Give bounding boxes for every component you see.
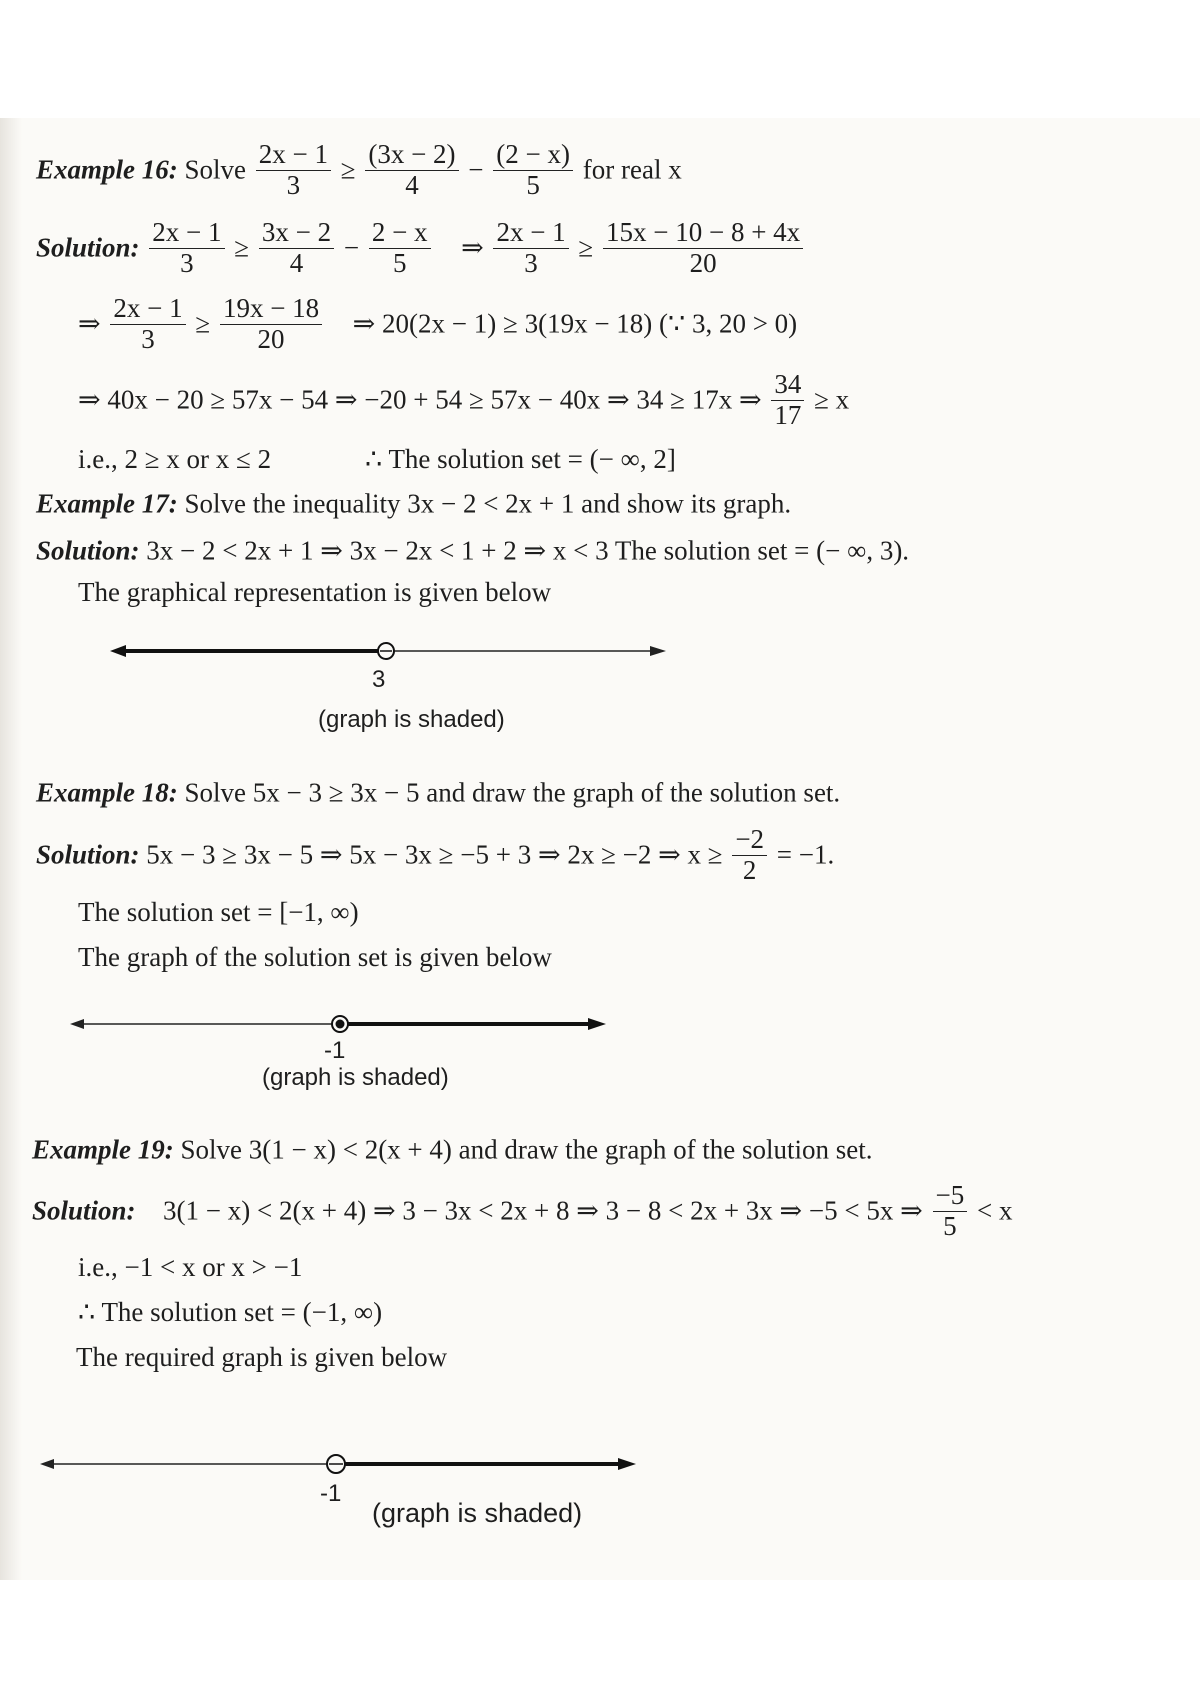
fraction-denominator: 5 <box>943 1210 957 1241</box>
closed-circle-icon <box>336 1020 345 1029</box>
example-19-label: Example 19: <box>32 1134 174 1165</box>
fraction-denominator: 3 <box>286 169 301 200</box>
operator: ≥ <box>234 232 250 263</box>
fraction-denominator: 3 <box>524 247 538 278</box>
example-18-solution <box>36 825 834 885</box>
example-17-graph-intro: The graphical representation is given below <box>78 577 552 607</box>
operator: ≥ <box>578 232 594 263</box>
fraction <box>369 218 431 278</box>
example-17-number-line <box>110 636 670 666</box>
fraction-numerator: −2 <box>732 825 767 856</box>
example-16-solution-step-2 <box>78 294 797 354</box>
example-17-question-text: Solve the inequality 3x − 2 < 2x + 1 and show its graph. <box>184 488 792 519</box>
fraction <box>365 140 458 200</box>
fraction <box>603 218 803 278</box>
fraction <box>220 294 322 354</box>
fraction-denominator: 20 <box>689 247 717 278</box>
fraction-denominator: 3 <box>180 247 194 278</box>
right-arrow-icon <box>588 1018 606 1030</box>
operator: − <box>343 232 360 263</box>
example-19-solution-tail: < x <box>977 1195 1013 1226</box>
example-17-question <box>36 488 791 517</box>
page-top-margin <box>0 0 1200 118</box>
example-19-point-label: -1 <box>320 1480 342 1507</box>
example-19-number-line <box>40 1449 640 1479</box>
fraction-numerator: 2 − x <box>369 218 431 249</box>
fraction-numerator: (2 − x) <box>493 140 573 171</box>
fraction-denominator: 5 <box>392 247 407 278</box>
fraction-numerator: 19x − 18 <box>220 294 322 325</box>
example-19-ie-line: i.e., −1 < x or x > −1 <box>78 1252 303 1282</box>
fraction <box>493 140 573 200</box>
fraction-denominator: 17 <box>774 399 802 430</box>
example-19-solution <box>32 1181 1012 1241</box>
fraction <box>771 370 804 430</box>
example-19-graph-note: (graph is shaded) <box>372 1498 583 1528</box>
example-16-solution-step-3 <box>78 370 849 430</box>
example-18-solution-set: The solution set = [−1, ∞) <box>78 897 359 927</box>
fraction-denominator: 2 <box>742 854 757 885</box>
fraction <box>256 140 331 200</box>
example-18-solution-label: Solution: <box>36 839 140 870</box>
fraction-numerator: 15x − 10 − 8 + 4x <box>603 218 803 249</box>
example-16-solution-step-1 <box>36 218 806 278</box>
operator: ≥ <box>195 308 211 339</box>
right-arrow-icon <box>650 646 666 656</box>
example-16-solution-label: Solution: <box>36 232 140 263</box>
example-16-result-right: ∴ The solution set = (− ∞, 2] <box>365 444 676 474</box>
example-16-step-3-text: ⇒ 40x − 20 ≥ 57x − 54 ⇒ −20 + 54 ≥ 57x − 40x ⇒ 34 ≥ 17x ⇒ <box>78 384 762 415</box>
example-19-solution-set: ∴ The solution set = (−1, ∞) <box>78 1297 383 1327</box>
fraction <box>732 825 767 885</box>
fraction <box>149 218 224 278</box>
example-18-question <box>36 777 840 806</box>
fraction-numerator: 34 <box>771 370 804 401</box>
fraction-denominator: 4 <box>405 169 419 200</box>
fraction-numerator: 2x − 1 <box>256 140 331 171</box>
right-arrow-icon <box>618 1458 636 1470</box>
fraction-numerator: 2x − 1 <box>493 218 568 249</box>
fraction <box>493 218 568 278</box>
example-19-graph-intro: The required graph is given below <box>76 1342 448 1372</box>
operator: − <box>468 154 484 185</box>
example-16-step-3-tail: ≥ x <box>814 384 850 415</box>
example-17-graph-note: (graph is shaded) <box>318 706 505 733</box>
operator: ⇒ <box>78 308 101 339</box>
fraction-denominator: 5 <box>526 169 540 200</box>
example-18-number-line <box>70 1009 610 1039</box>
example-19-question <box>32 1134 873 1163</box>
example-16-question <box>36 140 682 200</box>
fraction <box>110 294 185 354</box>
fraction-numerator: −5 <box>933 1181 968 1212</box>
fraction-denominator: 20 <box>257 323 285 354</box>
example-18-point-label: -1 <box>324 1037 346 1064</box>
example-16-question-tail: for real x <box>582 154 682 185</box>
example-17-solution <box>36 535 909 564</box>
fraction-numerator: 2x − 1 <box>110 294 185 325</box>
example-19-question-text: Solve 3(1 − x) < 2(x + 4) and draw the graph of the solution set. <box>180 1134 873 1165</box>
example-16-solve-word: Solve <box>184 154 247 185</box>
fraction <box>259 218 334 278</box>
example-17-solution-label: Solution: <box>36 535 140 566</box>
example-18-graph-intro: The graph of the solution set is given below <box>78 942 552 972</box>
operator: ≥ <box>340 154 356 185</box>
left-arrow-icon <box>70 1019 84 1029</box>
fraction-numerator: 2x − 1 <box>149 218 224 249</box>
example-19-solution-text: 3(1 − x) < 2(x + 4) ⇒ 3 − 3x < 2x + 8 ⇒ 3 − 8 < 2x + 3x ⇒ −5 < 5x ⇒ <box>163 1195 923 1226</box>
left-arrow-icon <box>110 645 126 657</box>
fraction <box>933 1181 968 1241</box>
example-17-point-label: 3 <box>372 666 386 693</box>
page-edge-shadow <box>0 118 22 1580</box>
example-18-graph-note: (graph is shaded) <box>262 1064 449 1091</box>
example-19-solution-label: Solution: <box>32 1195 136 1226</box>
page-bottom-margin <box>0 1580 1200 1698</box>
example-18-solution-tail: = −1. <box>776 839 835 870</box>
example-18-label: Example 18: <box>36 777 178 808</box>
fraction-numerator: 3x − 2 <box>259 218 334 249</box>
fraction-numerator: (3x − 2) <box>365 140 458 171</box>
example-18-solution-text: 5x − 3 ≥ 3x − 5 ⇒ 5x − 3x ≥ −5 + 3 ⇒ 2x ≥ −2 ⇒ x ≥ <box>146 839 723 870</box>
example-16-label: Example 16: <box>36 154 178 185</box>
fraction-denominator: 4 <box>289 247 304 278</box>
example-17-label: Example 17: <box>36 488 178 519</box>
left-arrow-icon <box>40 1459 54 1469</box>
example-17-solution-text: 3x − 2 < 2x + 1 ⇒ 3x − 2x < 1 + 2 ⇒ x < 3 The solution set = (− ∞, 3). <box>146 535 910 566</box>
operator: ⇒ <box>461 232 484 263</box>
example-16-result-left: i.e., 2 ≥ x or x ≤ 2 <box>78 444 272 474</box>
example-16-step-2-text: ⇒ 20(2x − 1) ≥ 3(19x − 18) (∵ 3, 20 > 0) <box>352 308 798 339</box>
fraction-denominator: 3 <box>141 323 155 354</box>
example-18-question-text: Solve 5x − 3 ≥ 3x − 5 and draw the graph of the solution set. <box>184 777 841 808</box>
